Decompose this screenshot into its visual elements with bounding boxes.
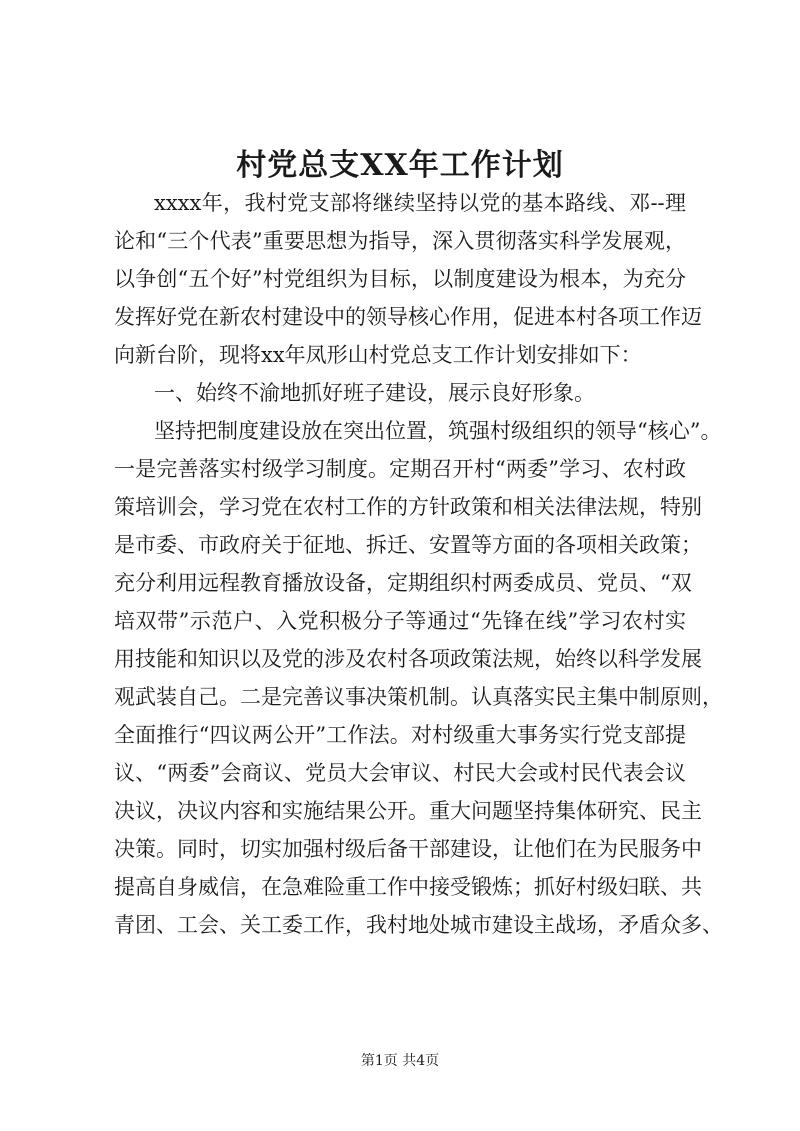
text-line: xxxx年，我村党支部将继续坚持以党的基本路线、邓--理 xyxy=(154,191,686,215)
text-line: 青团、工会、关工委工作，我村地处城市建设主战场，矛盾众多、 xyxy=(114,913,723,937)
text-line: 观武装自己。二是完善议事决策机制。认真落实民主集中制原则， xyxy=(114,685,723,709)
text-line: 以争创“五个好”村党组织为目标，以制度建设为根本，为充分 xyxy=(114,267,686,291)
text-line: 提高自身威信，在急难险重工作中接受锻炼；抓好村级妇联、共 xyxy=(114,875,702,899)
text-line: 发挥好党在新农村建设中的领导核心作用，促进本村各项工作迈 xyxy=(114,305,702,329)
text-line: 决策。同时，切实加强村级后备干部建设，让他们在为民服务中 xyxy=(114,837,702,861)
text-line: 决议，决议内容和实施结果公开。重大问题坚持集体研究、民主 xyxy=(114,799,702,823)
text-line: 坚持把制度建设放在突出位置，筑强村级组织的领导“核心”。 xyxy=(154,419,722,443)
text-line: 论和“三个代表”重要思想为指导，深入贯彻落实科学发展观， xyxy=(114,229,686,253)
text-line: 用技能和知识以及党的涉及农村各项政策法规，始终以科学发展 xyxy=(114,647,702,671)
text-line: 议、“两委”会商议、党员大会审议、村民大会或村民代表会议 xyxy=(114,761,686,785)
text-line: 是市委、市政府关于征地、拆迁、安置等方面的各项相关政策； xyxy=(114,533,702,557)
text-line: 培双带”示范户、入党积极分子等通过“先锋在线”学习农村实 xyxy=(114,609,686,633)
text-line: 一、始终不渝地抓好班子建设，展示良好形象。 xyxy=(154,381,595,405)
document-body xyxy=(114,184,723,944)
page-footer: 第1页 共4页 xyxy=(360,1053,440,1069)
text-line: 一是完善落实村级学习制度。定期召开村“两委”学习、农村政 xyxy=(114,457,686,481)
text-line: 策培训会，学习党在农村工作的方针政策和相关法律法规，特别 xyxy=(114,495,702,519)
page-title: 村党总支XX年工作计划 xyxy=(236,148,564,183)
text-line: 充分利用远程教育播放设备，定期组织村两委成员、党员、“双 xyxy=(114,571,692,595)
text-line: 向新台阶，现将xx年凤形山村党总支工作计划安排如下： xyxy=(114,343,642,367)
text-line: 全面推行“四议两公开”工作法。对村级重大事务实行党支部提 xyxy=(114,723,686,747)
